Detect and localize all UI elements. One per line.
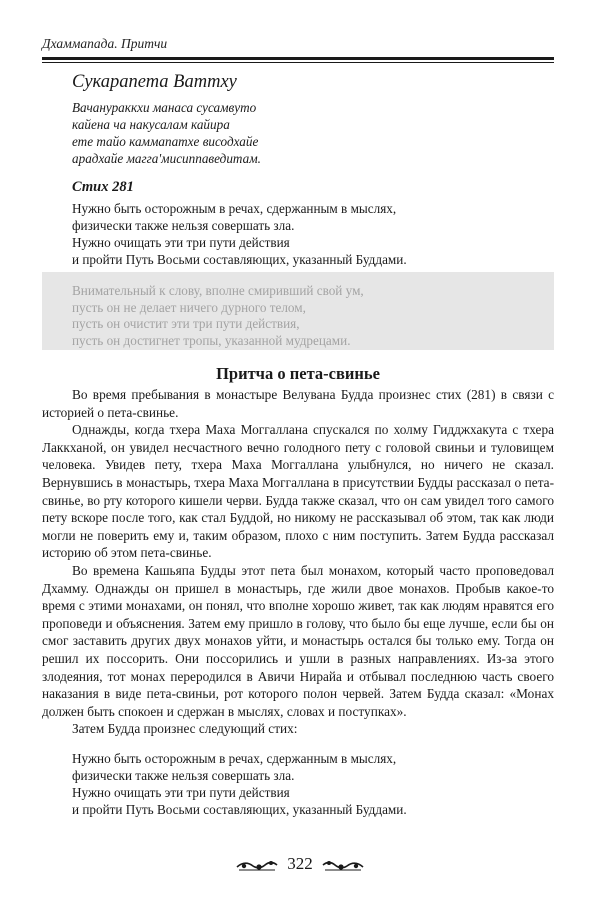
paragraph: Во время пребывания в монастыре Велувана Будда произнес стих (281) в связи с историей о пета-свинье. — [42, 387, 554, 420]
header-rule-thin — [42, 62, 554, 63]
page-number: 322 — [287, 854, 313, 873]
pali-line: кайена ча накусалам кайира — [72, 117, 230, 132]
header-rule — [42, 57, 554, 60]
pali-line: Вачанураккхи манаса сусамвуто — [72, 100, 257, 115]
alt-line: Внимательный к слову, вполне смиривший свой ум, — [72, 283, 364, 298]
alt-line: пусть он очистит эти три пути действия, — [72, 316, 300, 331]
stanza-line: физически также нельзя совершать зла. — [72, 218, 295, 233]
stanza-line: и пройти Путь Восьми составляющих, указанный Буддами. — [72, 252, 407, 267]
pali-verse — [72, 99, 542, 167]
running-head: Дхаммапада. Притчи — [42, 36, 168, 51]
alt-translation — [72, 283, 364, 349]
verse-block — [72, 72, 542, 268]
closing-line: Нужно очищать эти три пути действия — [72, 785, 290, 800]
verse-title: Сукарапета Ваттху — [72, 72, 237, 92]
paragraph: Затем Будда произнес следующий стих: — [72, 721, 298, 737]
stanza-translation — [72, 200, 542, 268]
closing-verse — [72, 750, 542, 818]
closing-line: Нужно быть осторожным в речах, сдержанным в мыслях, — [72, 751, 397, 766]
paragraph: Однажды, когда тхера Маха Моггаллана спускался по холму Гидджхакута с тхера Лаккханой, он увидел несчастного вечно голодного пету с головой свиньи и туловищем человека. Увидев пету, тхера Маха Моггаллана улыбнулся, но ничего не сказал. Вернувшись в монастырь, тхера Маха Моггаллана в присутствии Будды рассказал о пета-свинье, во рту которого кишели черви. Будда также сказал, что он сам увидел того самого пету вскоре после того, как стал Буддой, но никому не рассказывал об этом, так как люди могли не поверить ему и, таким образом, плохо с ним поступить. Затем Будда рассказал историю об этом пета-свинье. — [42, 422, 554, 561]
alt-translation-box — [42, 272, 554, 350]
pali-line: арадхайе магга'мисиппаведитам. — [72, 151, 261, 166]
stanza-line: Нужно быть осторожным в речах, сдержанным в мыслях, — [72, 201, 397, 216]
parable-title: Притча о пета-свинье — [216, 364, 380, 383]
stanza-line: Нужно очищать эти три пути действия — [72, 235, 290, 250]
ornament-right-icon — [321, 856, 365, 872]
parable-body — [42, 386, 554, 738]
alt-line: пусть он не делает ничего дурного телом, — [72, 299, 306, 315]
closing-line: и пройти Путь Восьми составляющих, указанный Буддами. — [72, 802, 407, 817]
closing-line: физически также нельзя совершать зла. — [72, 768, 295, 783]
alt-line: пусть он достигнет тропы, указанной мудрецами. — [72, 332, 351, 348]
ornament-left-icon — [235, 856, 279, 872]
page-footer — [0, 852, 600, 876]
stanza-heading: Стих 281 — [72, 179, 134, 195]
paragraph: Во времена Кашьяпа Будды этот пета был монахом, который часто проповедовал Дхамму. Однажды он пришел в монастырь, где жили двое монахов. Пробыв какое-то время с этими монахами, он понял, что вполне хорошо живет, так как людям нравятся его проповеди и объяснения. Затем ему пришло в голову, что было бы еще лучше, если бы он смог заставить других двух монахов уйти, и монастырь остался бы только ему. Тогда он решил их поссорить. Они поссорились и ушли в разных направлениях. Из-за этого злодеяния, тот монах переродился в Авичи Нирайа и отбывал последнюю часть своего наказания в виде пета-свиньи, рот которого полон червей. Затем Будда сказал: «Монах должен быть спокоен и сдержан в мыслях, словах и поступках». — [42, 562, 554, 719]
pali-line: ете тайо каммапатхе висодхайе — [72, 134, 259, 149]
